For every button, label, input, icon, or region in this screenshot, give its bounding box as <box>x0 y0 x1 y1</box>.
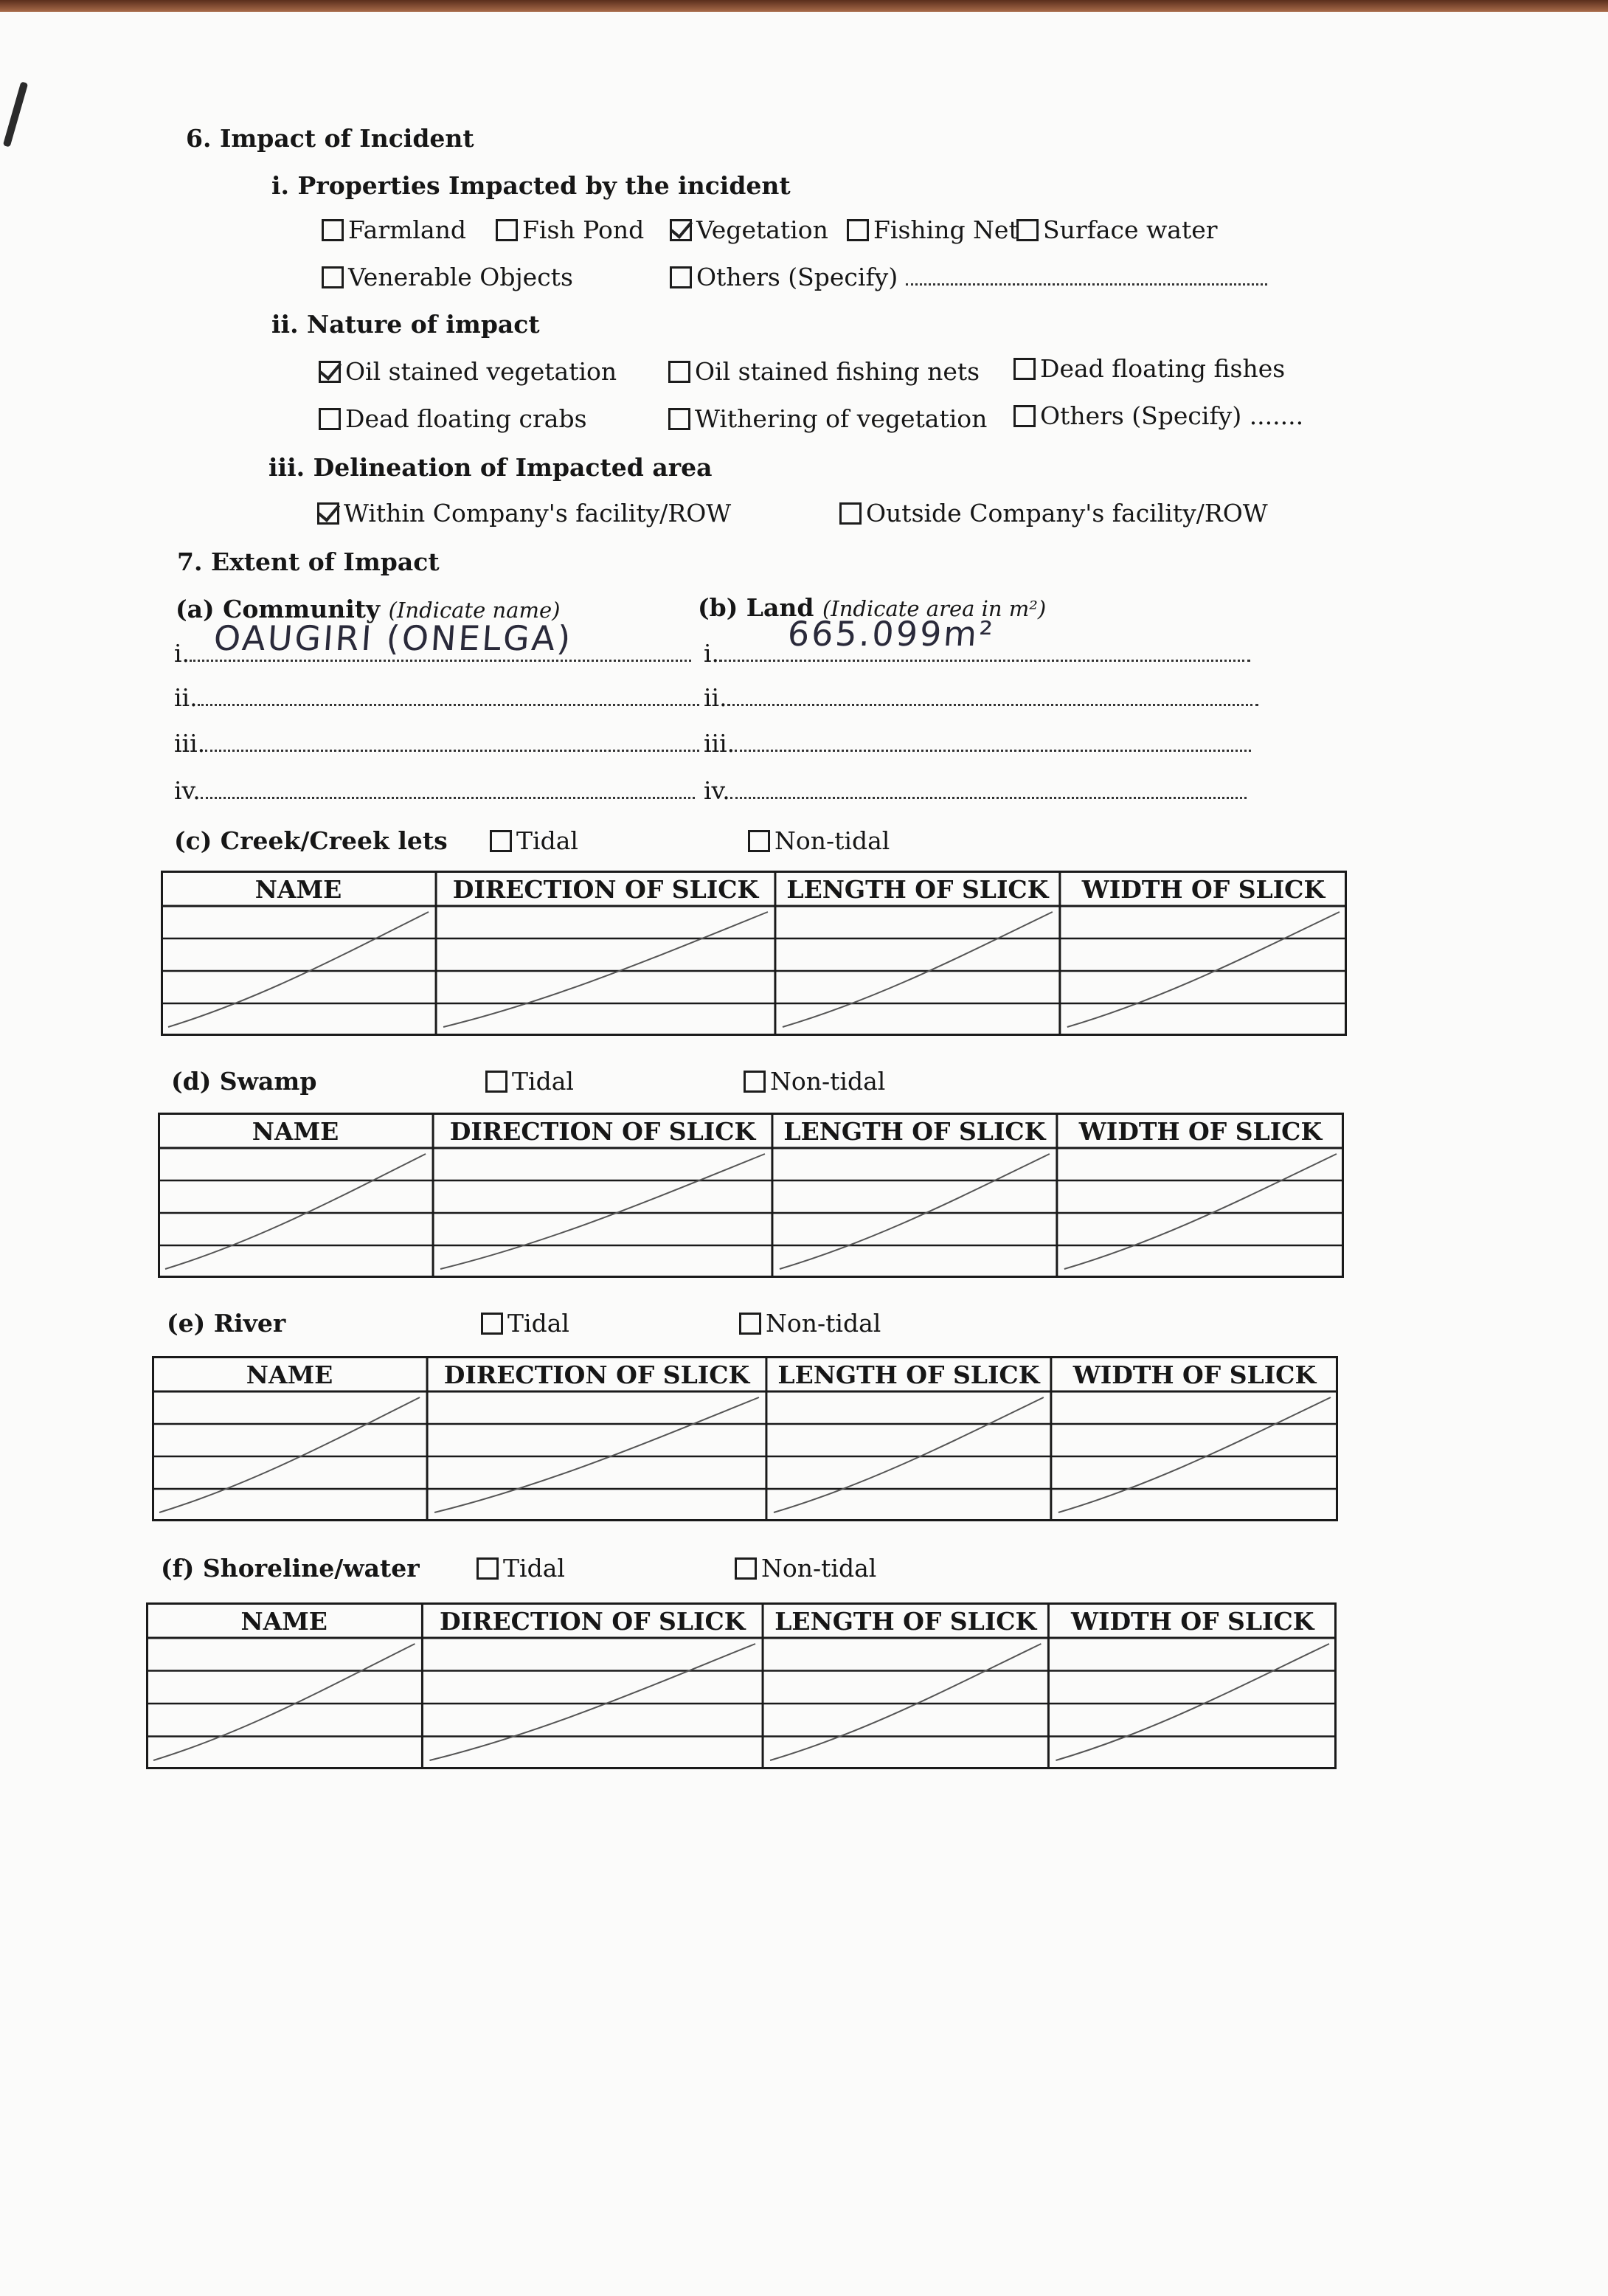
community-handwritten-value: OAUGIRI (ONELGA) <box>212 618 575 658</box>
land-row-2-label: ii. <box>704 683 727 712</box>
column-header: DIRECTION OF SLICK <box>443 1360 750 1389</box>
shoreline-table <box>146 1602 1337 1769</box>
shoreline-label: (f) Shoreline/water <box>161 1554 420 1583</box>
delineation-heading: iii. Delineation of Impacted area <box>268 453 713 482</box>
community-row-4-line[interactable] <box>201 776 695 799</box>
option-vegetation[interactable] <box>670 215 828 244</box>
outside-company-checkbox[interactable] <box>839 502 862 525</box>
outside-company-label: Outside Company's facility/ROW <box>866 499 1268 528</box>
column-header: NAME <box>246 1360 333 1389</box>
land-label: (b) Land <box>698 593 814 622</box>
others-properties-label: Others (Specify) <box>696 263 898 291</box>
community-row-3-label: iii. <box>174 729 206 758</box>
land-row-4-line[interactable] <box>730 776 1247 799</box>
dead-floating-crabs-checkbox[interactable] <box>319 408 341 430</box>
fish-pond-checkbox[interactable] <box>496 219 518 241</box>
margin-mark <box>3 81 28 147</box>
land-row-3-label: iii. <box>704 729 735 758</box>
strike-through-line <box>1067 912 1340 1027</box>
creek-nontidal-checkbox[interactable] <box>748 830 770 852</box>
strike-through-line <box>434 1397 759 1512</box>
river-tidal-checkbox[interactable] <box>481 1313 503 1335</box>
vegetation-label: Vegetation <box>696 215 828 244</box>
swamp-table <box>158 1113 1344 1278</box>
column-header: LENGTH OF SLICK <box>786 875 1049 904</box>
option-others-nature[interactable] <box>1013 401 1303 430</box>
river-nontidal-option[interactable] <box>739 1309 881 1338</box>
shoreline-nontidal-label: Non-tidal <box>761 1554 877 1583</box>
river-tidal-option[interactable] <box>481 1309 569 1338</box>
fish-pond-label: Fish Pond <box>522 215 645 244</box>
option-oil-stained-vegetation[interactable] <box>319 357 617 386</box>
option-dead-floating-crabs[interactable] <box>319 404 587 433</box>
creek-nontidal-option[interactable] <box>748 826 890 855</box>
swamp-nontidal-checkbox[interactable] <box>744 1071 766 1093</box>
strike-through-line <box>780 1154 1050 1269</box>
within-company-checkbox[interactable] <box>317 502 339 525</box>
land-row-4-label: iv. <box>704 776 730 805</box>
community-hint: (Indicate name) <box>388 598 561 623</box>
fishing-net-label: Fishing Net <box>873 215 1019 244</box>
column-header: LENGTH OF SLICK <box>774 1607 1037 1636</box>
river-label: (e) River <box>167 1309 286 1338</box>
column-header: DIRECTION OF SLICK <box>452 875 759 904</box>
surface-water-label: Surface water <box>1043 215 1218 244</box>
column-header: WIDTH OF SLICK <box>1072 1360 1317 1389</box>
column-header: LENGTH OF SLICK <box>777 1360 1040 1389</box>
river-nontidal-checkbox[interactable] <box>739 1313 761 1335</box>
others-nature-label: Others (Specify) ....... <box>1040 401 1304 430</box>
land-row-2[interactable] <box>704 683 1258 712</box>
column-header: NAME <box>254 875 342 904</box>
nature-heading: ii. Nature of impact <box>271 310 540 339</box>
column-header: WIDTH OF SLICK <box>1078 1117 1323 1146</box>
option-surface-water[interactable] <box>1016 215 1218 244</box>
swamp-nontidal-label: Non-tidal <box>770 1067 886 1096</box>
option-venerable-objects[interactable] <box>322 263 573 291</box>
strike-through-line <box>168 912 429 1027</box>
strike-through-line <box>770 1644 1041 1760</box>
creek-tidal-checkbox[interactable] <box>490 830 512 852</box>
option-withering-of-vegetation[interactable] <box>668 404 987 433</box>
land-row-3-line[interactable] <box>735 729 1251 752</box>
creek-nontidal-label: Non-tidal <box>774 826 890 855</box>
community-row-1-label: i. <box>174 639 190 668</box>
strike-through-line <box>165 1154 426 1269</box>
community-row-3[interactable] <box>174 729 699 758</box>
land-row-4[interactable] <box>704 776 1247 805</box>
strike-through-line <box>440 1154 765 1269</box>
shoreline-tidal-label: Tidal <box>503 1554 565 1583</box>
venerable-objects-label: Venerable Objects <box>348 263 573 291</box>
community-row-2-label: ii. <box>174 683 198 712</box>
swamp-nontidal-option[interactable] <box>744 1067 885 1096</box>
creek-tidal-option[interactable] <box>490 826 578 855</box>
shoreline-tidal-checkbox[interactable] <box>476 1557 499 1580</box>
river-tidal-label: Tidal <box>507 1309 569 1338</box>
column-header: WIDTH OF SLICK <box>1081 875 1325 904</box>
section-7-title: 7. Extent of Impact <box>177 547 440 576</box>
withering-of-vegetation-label: Withering of vegetation <box>695 404 988 433</box>
others-properties-line[interactable] <box>906 263 1267 286</box>
option-within-company[interactable] <box>317 499 731 528</box>
community-row-4-label: iv. <box>174 776 201 805</box>
column-header: NAME <box>240 1607 328 1636</box>
strike-through-line <box>443 912 768 1027</box>
shoreline-tidal-option[interactable] <box>476 1554 565 1583</box>
section-6-title: 6. Impact of Incident <box>186 124 474 153</box>
oil-stained-vegetation-label: Oil stained vegetation <box>345 357 617 386</box>
land-row-1-label: i. <box>704 639 720 668</box>
column-header: DIRECTION OF SLICK <box>449 1117 756 1146</box>
strike-through-line <box>153 1644 415 1760</box>
option-oil-stained-fishing-nets[interactable] <box>668 357 980 386</box>
others-nature-checkbox[interactable] <box>1013 405 1036 427</box>
option-fish-pond[interactable] <box>496 215 644 244</box>
community-row-3-line[interactable] <box>205 729 699 752</box>
option-farmland[interactable] <box>322 215 466 244</box>
strike-through-line <box>1058 1397 1331 1512</box>
column-header: WIDTH OF SLICK <box>1070 1607 1314 1636</box>
option-fishing-net[interactable] <box>847 215 1019 244</box>
creek-table <box>161 871 1347 1036</box>
oil-stained-fishing-nets-checkbox[interactable] <box>668 361 690 383</box>
within-company-label: Within Company's facility/ROW <box>344 499 732 528</box>
option-outside-company[interactable] <box>839 499 1268 528</box>
oil-stained-vegetation-checkbox[interactable] <box>319 361 341 383</box>
swamp-label: (d) Swamp <box>171 1067 317 1096</box>
land-hint: (Indicate area in m²) <box>822 596 1047 621</box>
oil-stained-fishing-nets-label: Oil stained fishing nets <box>695 357 980 386</box>
farmland-label: Farmland <box>348 215 467 244</box>
option-others-properties[interactable] <box>670 263 1267 291</box>
community-label: (a) Community <box>176 595 381 623</box>
column-header: DIRECTION OF SLICK <box>440 1607 746 1636</box>
shoreline-nontidal-checkbox[interactable] <box>735 1557 757 1580</box>
dead-floating-fishes-label: Dead floating fishes <box>1040 354 1286 383</box>
venerable-objects-checkbox[interactable] <box>322 266 344 288</box>
column-header: NAME <box>252 1117 339 1146</box>
shoreline-nontidal-option[interactable] <box>735 1554 876 1583</box>
properties-heading: i. Properties Impacted by the incident <box>271 171 791 200</box>
strike-through-line <box>783 912 1053 1027</box>
column-header: LENGTH OF SLICK <box>783 1117 1046 1146</box>
strike-through-line <box>774 1397 1044 1512</box>
withering-of-vegetation-checkbox[interactable] <box>668 408 690 430</box>
top-edge <box>0 0 1608 12</box>
swamp-tidal-checkbox[interactable] <box>485 1071 507 1093</box>
creek-tidal-label: Tidal <box>516 826 578 855</box>
community-row-2-line[interactable] <box>198 683 699 706</box>
strike-through-line <box>1056 1644 1329 1760</box>
fishing-net-checkbox[interactable] <box>847 219 869 241</box>
farmland-checkbox[interactable] <box>322 219 344 241</box>
vegetation-checkbox[interactable] <box>670 219 692 241</box>
river-nontidal-label: Non-tidal <box>766 1309 881 1338</box>
dead-floating-fishes-checkbox[interactable] <box>1013 358 1036 380</box>
swamp-tidal-option[interactable] <box>485 1067 574 1096</box>
others-properties-checkbox[interactable] <box>670 266 692 288</box>
option-dead-floating-fishes[interactable] <box>1013 354 1285 383</box>
swamp-tidal-label: Tidal <box>512 1067 574 1096</box>
strike-through-line <box>429 1644 755 1760</box>
creek-label: (c) Creek/Creek lets <box>174 826 448 855</box>
strike-through-line <box>1064 1154 1337 1269</box>
surface-water-checkbox[interactable] <box>1016 219 1039 241</box>
land-row-3[interactable] <box>704 729 1251 758</box>
community-row-4[interactable] <box>174 776 695 805</box>
dead-floating-crabs-label: Dead floating crabs <box>345 404 587 433</box>
river-table <box>152 1356 1338 1521</box>
strike-through-line <box>159 1397 420 1512</box>
community-row-2[interactable] <box>174 683 699 712</box>
land-row-2-line[interactable] <box>727 683 1258 706</box>
land-handwritten-value: 665.099m² <box>786 614 997 654</box>
